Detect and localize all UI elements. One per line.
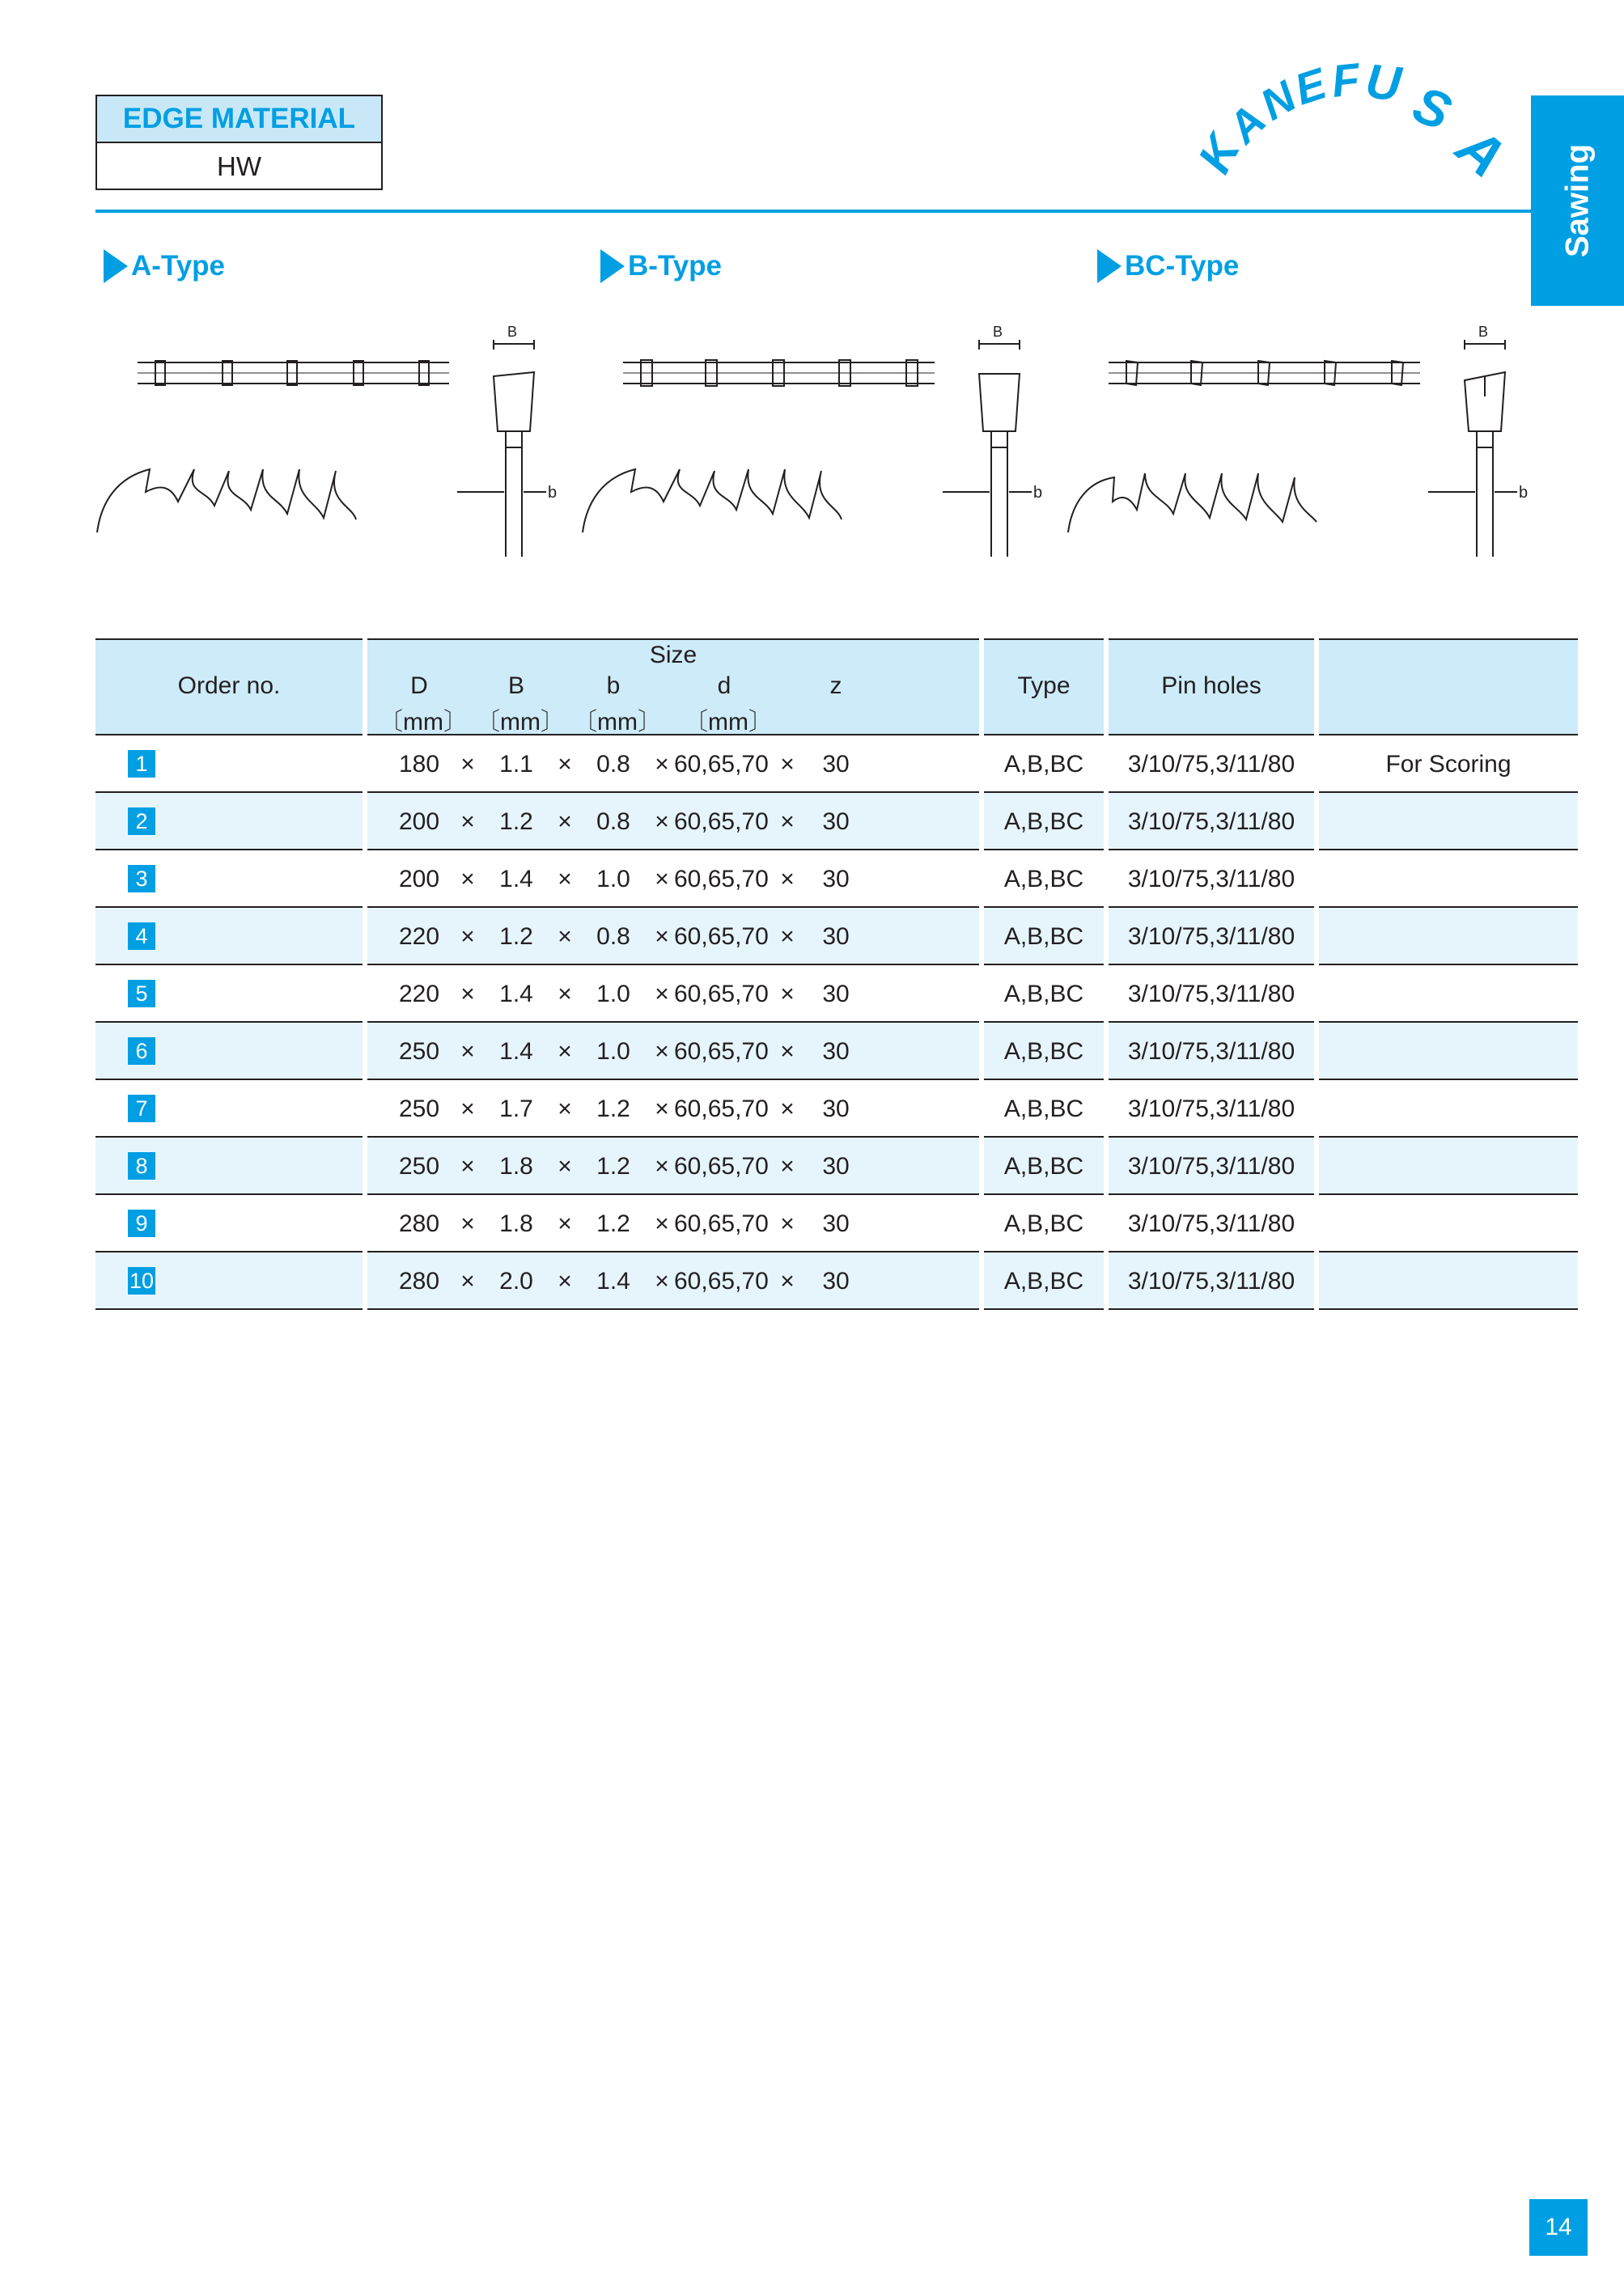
cell-z: 30 (822, 808, 850, 835)
times-sign: × (460, 1210, 475, 1237)
cell-type: A,B,BC (1003, 923, 1084, 950)
table-row-cell (1319, 1138, 1578, 1195)
header-B: B (507, 672, 524, 699)
type-heading-b (600, 248, 722, 284)
table-row-cell (1319, 1023, 1578, 1080)
times-sign: × (780, 1210, 795, 1237)
header-order-no: Order no. (177, 672, 281, 699)
type-label: BC-Type (1125, 250, 1240, 282)
cell-B: 1.2 (499, 923, 533, 950)
times-sign: × (460, 981, 475, 1007)
table-row-cell (1319, 1195, 1578, 1252)
cell-z: 30 (822, 981, 850, 1007)
cell-type: A,B,BC (1003, 1038, 1084, 1065)
times-sign: × (558, 808, 572, 835)
times-sign: × (558, 1268, 572, 1295)
table-row-cell (1319, 1252, 1578, 1310)
header-unit-B: 〔mm〕 (476, 709, 565, 735)
cell-b: 0.8 (596, 808, 630, 835)
cell-d: 60,65,70 (674, 1096, 769, 1122)
cell-d: 60,65,70 (674, 808, 769, 835)
cell-D: 250 (398, 1096, 440, 1122)
cell-d: 60,65,70 (674, 1268, 769, 1295)
times-sign: × (780, 1268, 795, 1295)
times-sign: × (655, 981, 669, 1007)
times-sign: × (655, 1038, 669, 1065)
cell-B: 1.2 (499, 808, 533, 835)
header-unit-D: 〔mm〕 (379, 709, 468, 735)
header-pin-holes: Pin holes (1161, 672, 1261, 699)
cell-pin-holes: 3/10/75,3/11/80 (1127, 808, 1295, 835)
cell-d: 60,65,70 (674, 1038, 769, 1065)
edge-material-value: HW (217, 151, 261, 181)
cell-type: A,B,BC (1003, 1153, 1084, 1180)
dim-label-B: B (993, 324, 1003, 340)
order-number-badge: 10 (129, 1269, 155, 1293)
type-heading-bc (1097, 248, 1239, 284)
times-sign: × (655, 751, 669, 778)
times-sign: × (780, 1096, 795, 1122)
cell-pin-holes: 3/10/75,3/11/80 (1127, 1268, 1295, 1295)
times-sign: × (655, 1268, 669, 1295)
cell-type: A,B,BC (1003, 751, 1084, 778)
cell-type: A,B,BC (1003, 1096, 1084, 1122)
order-number-badge: 3 (128, 865, 155, 892)
table-row-cell (1319, 908, 1578, 965)
edge-material-label: EDGE MATERIAL (97, 96, 381, 143)
order-number-badge: 5 (128, 980, 155, 1007)
times-sign: × (558, 981, 572, 1007)
times-sign: × (780, 751, 795, 778)
cell-B: 1.7 (499, 1096, 533, 1122)
cell-type: A,B,BC (1003, 981, 1084, 1007)
triangle-arrow-icon (104, 249, 128, 283)
table-row-cell (1319, 1080, 1578, 1138)
order-number-badge: 9 (128, 1210, 155, 1237)
cell-B: 1.8 (499, 1153, 533, 1180)
cell-z: 30 (822, 1268, 850, 1295)
times-sign: × (558, 923, 572, 950)
times-sign: × (558, 866, 572, 892)
cell-B: 1.8 (499, 1210, 533, 1237)
cell-D: 200 (398, 866, 440, 892)
edge-material-box (95, 95, 383, 190)
cell-type: A,B,BC (1003, 866, 1084, 892)
svg-text:K: K (1188, 126, 1251, 182)
cell-z: 30 (822, 1210, 850, 1237)
header-unit-b: 〔mm〕 (573, 709, 662, 735)
header-rule (95, 210, 1531, 213)
cell-b: 1.2 (596, 1153, 630, 1180)
header-z: z (829, 672, 842, 699)
times-sign: × (780, 981, 795, 1007)
tooth-diagram-a (93, 316, 579, 574)
times-sign: × (558, 1038, 572, 1065)
cell-pin-holes: 3/10/75,3/11/80 (1127, 923, 1295, 950)
cell-b: 1.2 (596, 1210, 630, 1237)
cell-pin-holes: 3/10/75,3/11/80 (1127, 751, 1295, 778)
header-cell-note (1319, 638, 1578, 735)
type-label: B-Type (628, 250, 723, 282)
header-d: d (717, 672, 731, 699)
cell-b: 1.0 (596, 1038, 630, 1065)
dim-label-b: b (1519, 484, 1529, 502)
cell-B: 1.1 (499, 751, 533, 778)
triangle-arrow-icon (1097, 249, 1122, 283)
table-row-cell (1319, 793, 1578, 850)
times-sign: × (460, 1268, 475, 1295)
header-unit-d: 〔mm〕 (684, 709, 773, 735)
triangle-arrow-icon (600, 249, 625, 283)
order-number-badge: 6 (128, 1037, 155, 1065)
cell-D: 250 (398, 1038, 440, 1065)
cell-pin-holes: 3/10/75,3/11/80 (1127, 866, 1295, 892)
order-number-badge: 1 (128, 750, 155, 778)
header-type: Type (1017, 672, 1071, 699)
cell-B: 2.0 (499, 1268, 533, 1295)
order-number-badge: 8 (128, 1152, 155, 1180)
tooth-diagram-bc (1064, 316, 1550, 574)
cell-B: 1.4 (499, 1038, 533, 1065)
table-row-cell (1319, 965, 1578, 1023)
order-number-badge: 7 (128, 1095, 155, 1122)
times-sign: × (780, 1038, 795, 1065)
svg-text:A: A (1219, 95, 1276, 153)
times-sign: × (780, 808, 795, 835)
cell-b: 1.0 (596, 866, 630, 892)
svg-text:U: U (1363, 53, 1404, 112)
times-sign: × (558, 1096, 572, 1122)
times-sign: × (780, 1153, 795, 1180)
times-sign: × (558, 1153, 572, 1180)
dim-label-b: b (548, 484, 558, 502)
cell-note: For Scoring (1385, 751, 1512, 778)
cell-d: 60,65,70 (674, 981, 769, 1007)
cell-D: 280 (398, 1268, 440, 1295)
type-heading-a (104, 248, 225, 284)
section-tab-sawing (1531, 95, 1624, 306)
times-sign: × (655, 808, 669, 835)
cell-d: 60,65,70 (674, 1210, 769, 1237)
cell-pin-holes: 3/10/75,3/11/80 (1127, 981, 1295, 1007)
cell-b: 1.4 (596, 1268, 630, 1295)
times-sign: × (655, 1096, 669, 1122)
cell-type: A,B,BC (1003, 1268, 1084, 1295)
cell-B: 1.4 (499, 981, 533, 1007)
cell-z: 30 (822, 866, 850, 892)
cell-b: 1.2 (596, 1096, 630, 1122)
times-sign: × (780, 866, 795, 892)
cell-b: 1.0 (596, 981, 630, 1007)
times-sign: × (460, 808, 475, 835)
cell-pin-holes: 3/10/75,3/11/80 (1127, 1210, 1295, 1237)
times-sign: × (655, 923, 669, 950)
cell-D: 220 (398, 923, 440, 950)
cell-D: 250 (398, 1153, 440, 1180)
cell-D: 180 (398, 751, 440, 778)
cell-b: 0.8 (596, 923, 630, 950)
times-sign: × (460, 923, 475, 950)
times-sign: × (460, 751, 475, 778)
svg-text:F: F (1329, 53, 1363, 107)
order-number-badge: 4 (128, 922, 155, 950)
cell-type: A,B,BC (1003, 808, 1084, 835)
svg-text:N: N (1253, 71, 1304, 130)
cell-z: 30 (822, 923, 850, 950)
times-sign: × (460, 866, 475, 892)
header-size: Size (649, 642, 698, 668)
header-b: b (606, 672, 621, 699)
tooth-diagram-b (579, 316, 1064, 574)
svg-text:A: A (1445, 114, 1518, 189)
svg-text:E: E (1289, 59, 1332, 115)
cell-d: 60,65,70 (674, 923, 769, 950)
times-sign: × (655, 866, 669, 892)
times-sign: × (780, 923, 795, 950)
dim-label-b: b (1033, 484, 1043, 502)
times-sign: × (558, 1210, 572, 1237)
times-sign: × (558, 751, 572, 778)
section-tab-label: Sawing (1559, 143, 1595, 258)
times-sign: × (655, 1210, 669, 1237)
cell-d: 60,65,70 (674, 866, 769, 892)
cell-pin-holes: 3/10/75,3/11/80 (1127, 1038, 1295, 1065)
times-sign: × (460, 1096, 475, 1122)
svg-text:S: S (1405, 74, 1460, 142)
cell-z: 30 (822, 1038, 850, 1065)
type-label: A-Type (131, 250, 226, 282)
dim-label-B: B (507, 324, 518, 340)
table-row-cell (1319, 850, 1578, 908)
times-sign: × (460, 1153, 475, 1180)
times-sign: × (655, 1153, 669, 1180)
cell-pin-holes: 3/10/75,3/11/80 (1127, 1153, 1295, 1180)
dim-label-B: B (1478, 324, 1489, 340)
cell-B: 1.4 (499, 866, 533, 892)
times-sign: × (460, 1038, 475, 1065)
cell-z: 30 (822, 1153, 850, 1180)
cell-D: 200 (398, 808, 440, 835)
cell-pin-holes: 3/10/75,3/11/80 (1127, 1096, 1295, 1122)
cell-b: 0.8 (596, 751, 630, 778)
cell-type: A,B,BC (1003, 1210, 1084, 1237)
kanefusa-logo (1188, 53, 1518, 193)
page-number: 14 (1529, 2199, 1588, 2256)
cell-D: 220 (398, 981, 440, 1007)
header-D: D (410, 672, 428, 699)
cell-z: 30 (822, 751, 850, 778)
cell-d: 60,65,70 (674, 1153, 769, 1180)
order-number-badge: 2 (128, 807, 155, 835)
cell-z: 30 (822, 1096, 850, 1122)
cell-D: 280 (398, 1210, 440, 1237)
cell-d: 60,65,70 (674, 751, 769, 778)
